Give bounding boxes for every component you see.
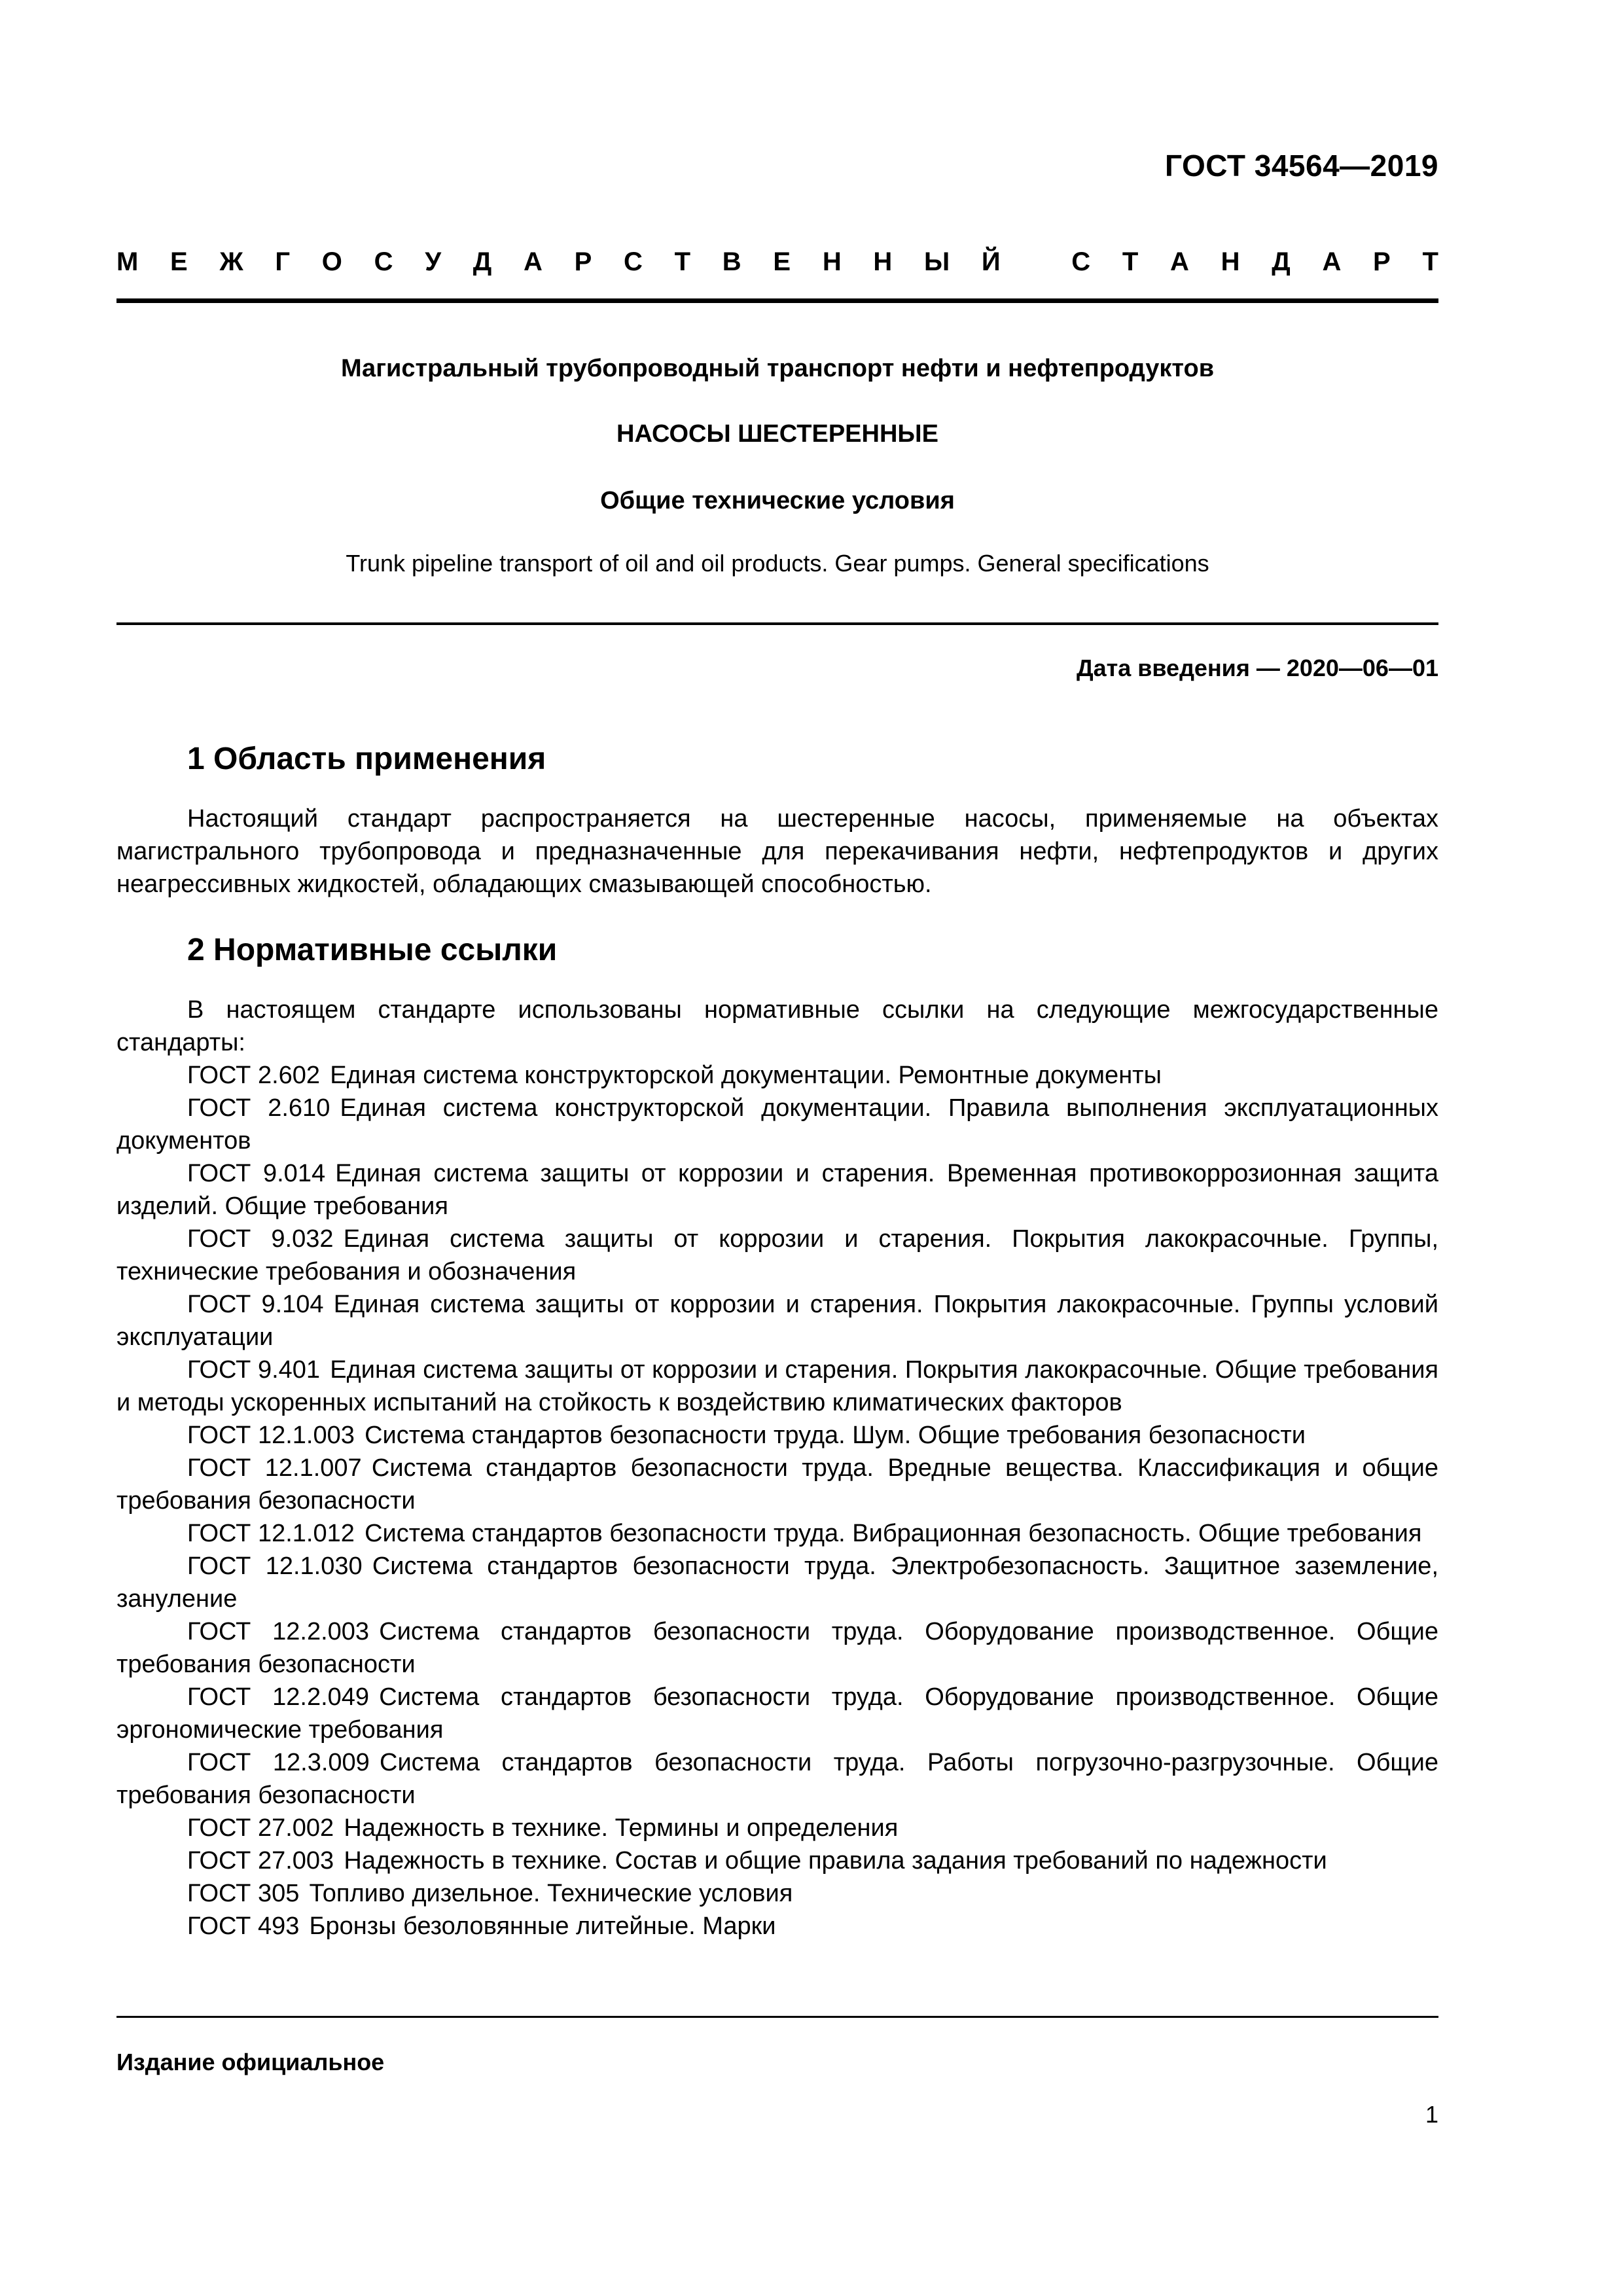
banner-gap (1032, 247, 1039, 287)
introduction-date: Дата введения — 2020—06—01 (1076, 655, 1438, 681)
reference-item (116, 1517, 1438, 1550)
reference-code: ГОСТ 2.602 (187, 1062, 321, 1089)
reference-item (116, 1844, 1438, 1877)
reference-title: Единая система защиты от коррозии и старения. Покрытия лакокрасочные. Группы, технические требования и обозначения (116, 1225, 1439, 1285)
reference-title: Надежность в технике. Термины и определения (344, 1814, 899, 1842)
reference-item (116, 1288, 1438, 1354)
banner-letter: Р (1373, 247, 1391, 276)
reference-code: ГОСТ 9.401 (187, 1356, 321, 1384)
reference-title: Система стандартов безопасности труда. Оборудование производственное. Общие требования безопасности (116, 1618, 1439, 1678)
reference-code: ГОСТ 305 (187, 1880, 300, 1907)
reference-title: Единая система защиты от коррозии и старения. Покрытия лакокрасочные. Группы условий эксплуатации (116, 1291, 1438, 1351)
reference-code: ГОСТ 9.032 (187, 1225, 334, 1253)
references-body (116, 994, 1438, 1943)
section-heading-scope: 1 Область применения (187, 742, 546, 776)
reference-item (116, 1550, 1438, 1615)
banner-letter: Т (1122, 247, 1139, 276)
banner-letter: Т (674, 247, 691, 276)
banner-letter: Е (170, 247, 188, 276)
banner-letter: А (524, 247, 543, 276)
reference-item (116, 1223, 1438, 1288)
title-rule (116, 622, 1438, 625)
banner-letter: С (374, 247, 393, 276)
reference-item (116, 1877, 1438, 1910)
reference-item (116, 1812, 1438, 1844)
reference-title: Единая система защиты от коррозии и старения. Временная противокоррозионная защита изделий. Общие требования (116, 1160, 1439, 1220)
references-intro: В настоящем стандарте использованы нормативные ссылки на следующие межгосударственные стандарты: (116, 996, 1438, 1056)
banner-letter: Д (1272, 247, 1291, 276)
reference-code: ГОСТ 9.014 (187, 1160, 326, 1187)
standard-number: ГОСТ 34564—2019 (1165, 149, 1438, 183)
banner-letter: Н (822, 247, 842, 276)
reference-title: Единая система конструкторской документации. Правила выполнения эксплуатационных документов (116, 1094, 1438, 1155)
reference-title: Система стандартов безопасности труда. Оборудование производственное. Общие эргономические требования (116, 1683, 1439, 1744)
reference-code: ГОСТ 12.1.003 (187, 1422, 355, 1449)
reference-code: ГОСТ 12.1.007 (187, 1454, 362, 1482)
reference-code: ГОСТ 9.104 (187, 1291, 324, 1318)
reference-title: Система стандартов безопасности труда. Вибрационная безопасность. Общие требования (365, 1520, 1422, 1547)
document-title-product: НАСОСЫ ШЕСТЕРЕННЫЕ (616, 420, 938, 448)
reference-item (116, 1615, 1438, 1681)
interstate-standard-banner (116, 247, 1438, 287)
reference-title: Система стандартов безопасности труда. Электробезопасность. Защитное заземление, зануление (116, 1552, 1439, 1613)
document-subtitle: Общие технические условия (600, 487, 955, 514)
document-title-english: Trunk pipeline transport of oil and oil products. Gear pumps. General specifications (346, 550, 1209, 577)
banner-letter: А (1170, 247, 1189, 276)
banner-letter: Ы (924, 247, 950, 276)
reference-item (116, 1746, 1438, 1812)
reference-title: Надежность в технике. Состав и общие правила задания требований по надежности (344, 1847, 1327, 1874)
reference-item (116, 1452, 1438, 1517)
banner-letter: У (425, 247, 442, 276)
banner-letter: А (1322, 247, 1342, 276)
banner-letter: Н (873, 247, 893, 276)
reference-title: Единая система конструкторской документации. Ремонтные документы (330, 1062, 1162, 1089)
reference-item (116, 1092, 1438, 1157)
banner-letter: О (321, 247, 342, 276)
banner-letter: Д (473, 247, 492, 276)
document-title-main: Магистральный трубопроводный транспорт нефти и нефтепродуктов (340, 355, 1215, 382)
banner-letter: Й (981, 247, 1001, 276)
reference-code: ГОСТ 493 (187, 1912, 300, 1940)
reference-item (116, 1419, 1438, 1452)
reference-item (116, 1681, 1438, 1746)
references-list (116, 1059, 1438, 1943)
reference-title: Единая система защиты от коррозии и старения. Покрытия лакокрасочные. Общие требования и методы ускоренных испытаний на стойкость к воздействию климатических факторов (116, 1356, 1439, 1416)
banner-letter: Е (773, 247, 791, 276)
banner-letter: В (722, 247, 741, 276)
footer-rule (116, 2016, 1438, 2018)
reference-title: Бронзы безоловянные литейные. Марки (309, 1912, 776, 1940)
reference-item (116, 1910, 1438, 1943)
reference-title: Система стандартов безопасности труда. Работы погрузочно-разгрузочные. Общие требования безопасности (116, 1749, 1438, 1809)
banner-letter: Ж (219, 247, 243, 276)
banner-letter: Т (1422, 247, 1438, 276)
reference-code: ГОСТ 27.002 (187, 1814, 334, 1842)
reference-item (116, 1059, 1438, 1092)
reference-item (116, 1354, 1438, 1419)
scope-paragraph: Настоящий стандарт распространяется на шестеренные насосы, применяемые на объектах магистрального трубопровода и предназначенные для перекачивания нефти, нефтепродуктов и других неагрессивных жидкостей, обладающих смазывающей способностью. (116, 805, 1438, 898)
reference-code: ГОСТ 2.610 (187, 1094, 330, 1122)
reference-title: Топливо дизельное. Технические условия (309, 1880, 793, 1907)
official-edition-note: Издание официальное (116, 2049, 385, 2075)
banner-letter: С (1071, 247, 1091, 276)
section-scope-body (116, 802, 1438, 901)
section-heading-references: 2 Нормативные ссылки (187, 933, 558, 967)
page-number: 1 (1425, 2101, 1438, 2128)
reference-code: ГОСТ 27.003 (187, 1847, 334, 1874)
banner-letter: М (116, 247, 139, 276)
header-rule (116, 298, 1438, 303)
reference-code: ГОСТ 12.3.009 (187, 1749, 370, 1776)
banner-letter: Р (574, 247, 592, 276)
reference-title: Система стандартов безопасности труда. Вредные вещества. Классификация и общие требования безопасности (116, 1454, 1438, 1515)
reference-code: ГОСТ 12.2.003 (187, 1618, 370, 1645)
reference-title: Система стандартов безопасности труда. Шум. Общие требования безопасности (365, 1422, 1306, 1449)
banner-letter: Г (275, 247, 291, 276)
banner-letter: С (624, 247, 643, 276)
banner-letter: Н (1221, 247, 1240, 276)
reference-code: ГОСТ 12.1.012 (187, 1520, 355, 1547)
reference-item (116, 1157, 1438, 1223)
reference-code: ГОСТ 12.1.030 (187, 1552, 363, 1580)
reference-code: ГОСТ 12.2.049 (187, 1683, 370, 1711)
